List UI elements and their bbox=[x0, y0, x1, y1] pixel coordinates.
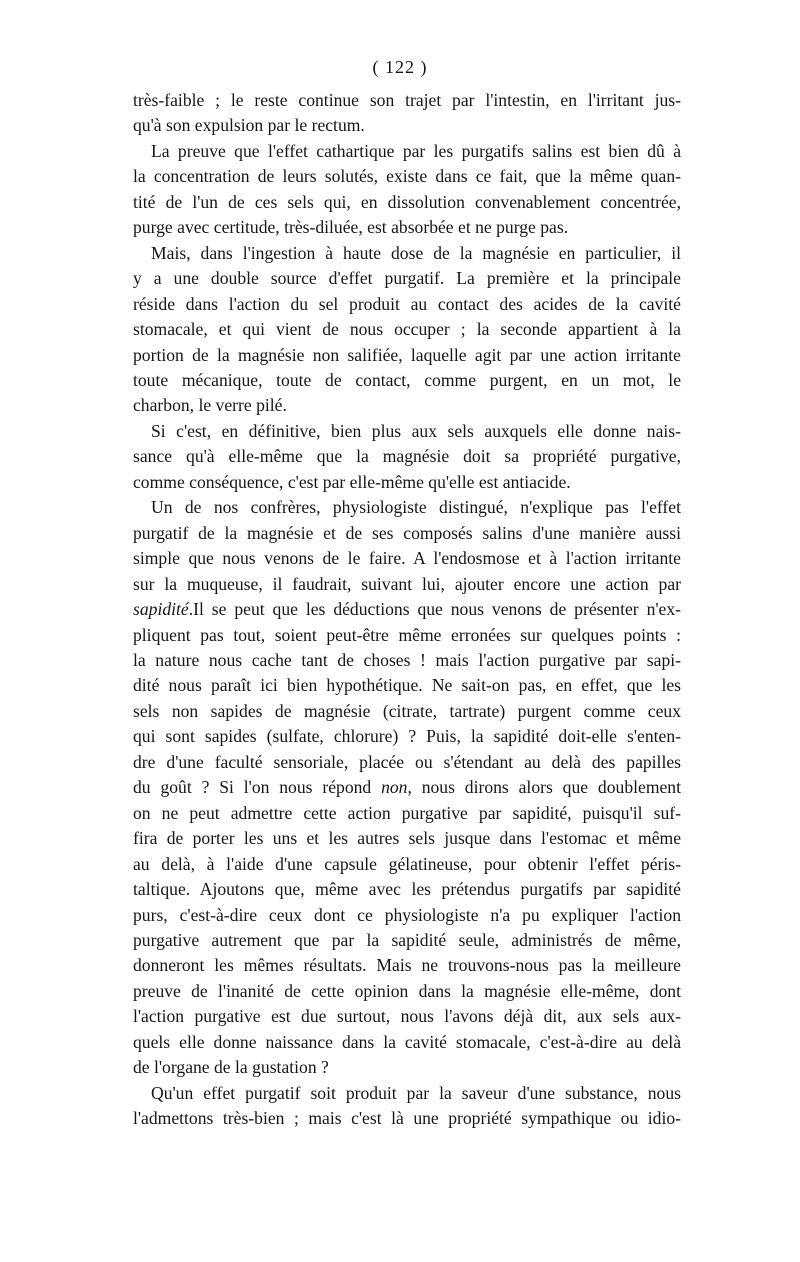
paragraph bbox=[133, 241, 681, 419]
text-line: Qu'un effet purgatif soit produit par la saveur d'une substance, nous bbox=[151, 1082, 681, 1103]
text-line: dité nous paraît ici bien hypothétique. Ne sait-on pas, en effet, que les bbox=[133, 675, 681, 696]
text-line: la concentration de leurs solutés, existe dans ce fait, que la même quan- bbox=[133, 166, 681, 187]
text-line: comme conséquence, c'est par elle-même qu'elle est antiacide. bbox=[133, 471, 571, 492]
text-line: purge avec certitude, très-diluée, est absorbée et ne purge pas. bbox=[133, 217, 569, 238]
text-line: sels non sapides de magnésie (citrate, tartrate) purgent comme ceux bbox=[133, 700, 681, 721]
text-line: y a une double source d'effet purgatif. La première et la principale bbox=[133, 268, 681, 289]
text-line: de l'organe de la gustation ? bbox=[133, 1057, 329, 1078]
text-line: taltique. Ajoutons que, même avec les prétendus purgatifs par sapidité bbox=[133, 879, 681, 900]
paragraph bbox=[133, 88, 681, 139]
text-line: Si c'est, en définitive, bien plus aux sels auxquels elle donne nais- bbox=[151, 420, 681, 441]
text-line: sapidité.Il se peut que les déductions que nous venons de présenter n'ex- bbox=[133, 599, 681, 620]
text-line: sur la muqueuse, il faudrait, suivant lui, ajouter encore une action par bbox=[133, 573, 681, 594]
text-line: La preuve que l'effet cathartique par les purgatifs salins est bien dû à bbox=[151, 140, 681, 161]
text-line: on ne peut admettre cette action purgative par sapidité, puisqu'il suf- bbox=[133, 802, 681, 823]
text-line: preuve de l'inanité de cette opinion dans la magnésie elle-même, dont bbox=[133, 980, 681, 1001]
text-line: Un de nos confrères, physiologiste distingué, n'explique pas l'effet bbox=[151, 497, 681, 518]
text-line: purs, c'est-à-dire ceux dont ce physiologiste n'a pu expliquer l'action bbox=[133, 904, 681, 925]
text-line: Mais, dans l'ingestion à haute dose de la magnésie en particulier, il bbox=[151, 242, 681, 263]
page-number: ( 122 ) bbox=[372, 57, 428, 77]
paragraph bbox=[133, 495, 681, 1080]
text-line: qu'à son expulsion par le rectum. bbox=[133, 115, 365, 136]
text-line: charbon, le verre pilé. bbox=[133, 395, 287, 416]
text-line: l'action purgative est due surtout, nous l'avons déjà dit, aux sels aux- bbox=[133, 1006, 681, 1027]
text-line: très-faible ; le reste continue son trajet par l'intestin, en l'irritant jus- bbox=[133, 90, 681, 110]
text-line: toute mécanique, toute de contact, comme purgent, en un mot, le bbox=[133, 369, 681, 390]
text-line: simple que nous venons de le faire. A l'endosmose et à l'action irritante bbox=[133, 548, 681, 569]
text-line: pliquent pas tout, soient peut-être même erronées sur quelques points : bbox=[133, 624, 681, 645]
paragraph bbox=[133, 419, 681, 495]
text-line: réside dans l'action du sel produit au contact des acides de la cavité bbox=[133, 293, 681, 314]
paragraph bbox=[133, 139, 681, 241]
text-line: purgatif de la magnésie et de ses composés salins d'une manière aussi bbox=[133, 522, 681, 543]
text-line: la nature nous cache tant de choses ! mais l'action purgative par sapi- bbox=[133, 649, 681, 670]
text-line: tité de l'un de ces sels qui, en dissolution convenablement concentrée, bbox=[133, 191, 681, 212]
paragraph bbox=[133, 1081, 681, 1132]
text-line: fira de porter les uns et les autres sels jusque dans l'estomac et même bbox=[133, 828, 681, 849]
text-line: purgative autrement que par la sapidité seule, administrés de même, bbox=[133, 929, 681, 950]
text-line: donneront les mêmes résultats. Mais ne trouvons-nous pas la meilleure bbox=[133, 955, 681, 976]
text-line: du goût ? Si l'on nous répond non, nous dirons alors que doublement bbox=[133, 777, 681, 798]
text-line: au delà, à l'aide d'une capsule gélatineuse, pour obtenir l'effet péris- bbox=[133, 853, 681, 874]
text-line: portion de la magnésie non salifiée, laquelle agit par une action irritante bbox=[133, 344, 681, 365]
text-line: quels elle donne naissance dans la cavité stomacale, c'est-à-dire au delà bbox=[133, 1031, 681, 1052]
text-line: stomacale, et qui vient de nous occuper ; la seconde appartient à la bbox=[133, 319, 681, 340]
text-line: dre d'une faculté sensoriale, placée ou s'étendant au delà des papilles bbox=[133, 751, 681, 772]
text-line: l'admettons très-bien ; mais c'est là une propriété sympathique ou idio- bbox=[133, 1108, 681, 1129]
body-text bbox=[133, 88, 681, 1132]
text-line: sance qu'à elle-même que la magnésie doit sa propriété purgative, bbox=[133, 446, 681, 467]
text-line: qui sont sapides (sulfate, chlorure) ? Puis, la sapidité doit-elle s'enten- bbox=[133, 726, 681, 747]
